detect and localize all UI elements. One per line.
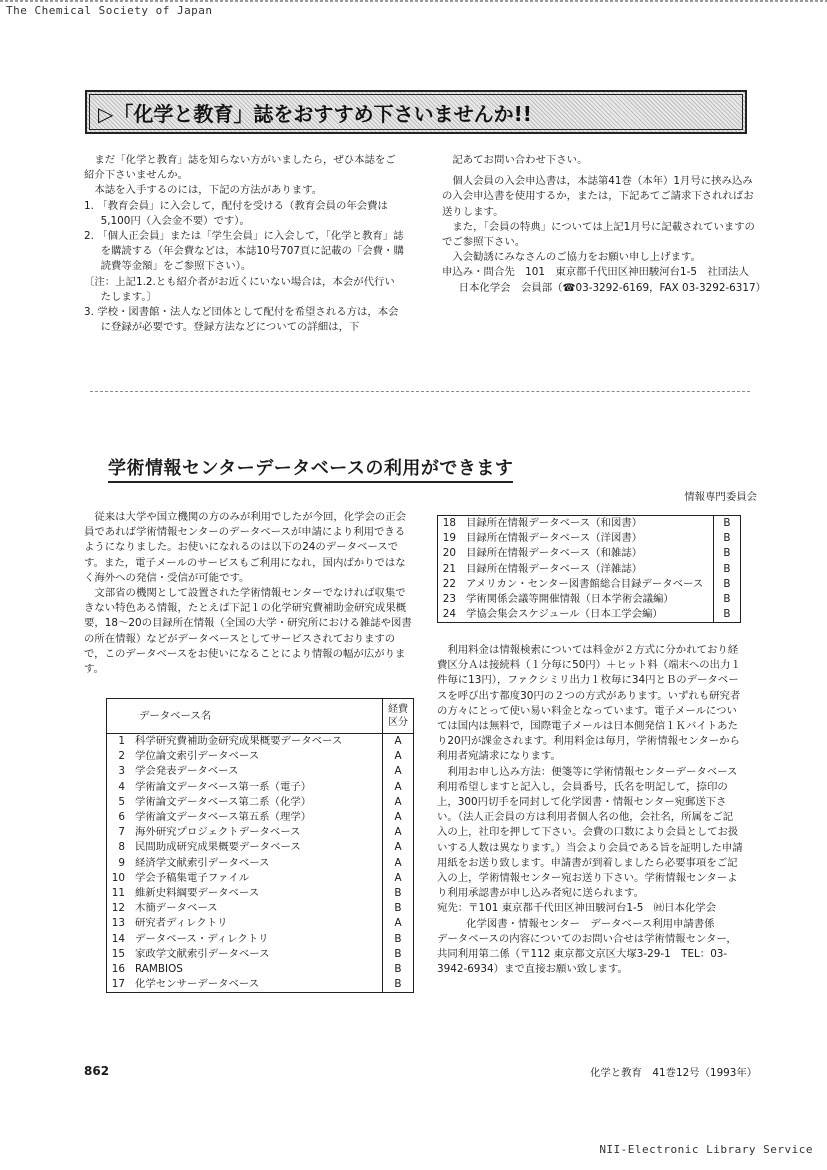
table-header-class: 経費区分	[383, 699, 414, 734]
table-row	[107, 856, 414, 871]
row-number: 6	[118, 811, 125, 824]
cost-class: B	[383, 962, 414, 977]
table-row	[438, 516, 741, 532]
promo-paragraph: まだ「化学と教育」誌を知らない方がいましたら，ぜひ本誌をご紹介下さいませんか。	[84, 154, 396, 182]
database-name: 学術論文データベース第五系（理学）	[135, 811, 312, 824]
cost-class: B	[714, 531, 741, 546]
row-number: 21	[442, 562, 456, 575]
promo-list-item: 3. 学校・図書館・法人など団体として配付を希望される方は，本会に登録が必要です。登録方法などについての詳細は，下	[84, 306, 399, 334]
table-row	[107, 734, 414, 750]
article-paragraph: データベースの内容についてのお問い合せは学術情報センター，共同利用第二係（〒112 東京都文京区大塚3-29-1 TEL：03-3942-6934）まで直接お願い致します。	[437, 932, 737, 976]
row-number: 24	[442, 608, 456, 621]
promo-paragraph: また，「会員の特典」については上記1月号に記載されていますのでご参照下さい。	[442, 220, 755, 249]
database-name: 目録所在情報データベース（洋雑誌）	[466, 562, 643, 575]
address: 宛先：〒101 東京都千代田区神田駿河台1-5 ㈳日本化学会	[437, 902, 717, 915]
database-name: 経済学文献索引データベース	[135, 856, 270, 869]
row-number: 9	[118, 856, 125, 869]
row-number: 14	[111, 932, 125, 945]
database-name: 目録所在情報データベース（和図書）	[466, 517, 643, 529]
database-name: 学術関係会議等開催情報（日本学術会議編）	[466, 593, 674, 606]
cost-class: B	[383, 977, 414, 993]
cost-class: A	[383, 780, 414, 795]
cost-class: B	[714, 546, 741, 561]
table-header-name: データベース名	[107, 699, 383, 734]
table-row	[107, 901, 414, 916]
row-number: 1	[118, 735, 125, 747]
database-name: 学術論文データベース第二系（化学）	[135, 795, 312, 808]
article-paragraph: 従来は大学や国立機関の方のみが利用でしたが今回，化学会の正会員であれば学術情報センターのデータベースが申請により利用できるようになりました。お使いになれるのは以下の24のデータベースです。また，電子メールのサービスもご利用になれ，国内ばかりではなく海外への発信・受信が可能です。	[84, 511, 407, 584]
database-name: 目録所在情報データベース（和雑誌）	[466, 547, 643, 560]
table-row	[107, 749, 414, 764]
table-row	[107, 871, 414, 886]
promo-note: 〔注：上記1.2.とも紹介者がお近くにいない場合は，本会が代行いたします。〕	[84, 275, 395, 303]
cost-class: A	[383, 795, 414, 810]
row-number: 15	[111, 947, 125, 960]
cost-class: B	[714, 516, 741, 532]
cost-class: A	[383, 734, 414, 750]
promo-paragraph: 本誌を入手するのには，下記の方法があります。	[94, 184, 323, 197]
cost-class: B	[383, 886, 414, 901]
database-name: RAMBIOS	[135, 963, 183, 976]
promo-list-item: 2. 「個人正会員」または「学生会員」に入会して，「化学と教育」誌を購読する（年会費などは，本誌10号707頁に記載の「会費・購読費等金額」をご参照下さい）。	[84, 230, 404, 273]
cost-class: A	[383, 810, 414, 825]
row-number: 17	[111, 978, 125, 991]
row-number: 19	[442, 532, 456, 545]
cost-class: A	[383, 871, 414, 886]
source-header: The Chemical Society of Japan	[6, 4, 213, 17]
contact-info: 申込み・問合先 101 東京都千代田区神田駿河台1-5 社団法人 日本化学会 会員部（☎03-3292-6169，FAX 03-3292-6317）	[442, 266, 767, 294]
database-name: 学会予稿集電子ファイル	[135, 871, 250, 884]
row-number: 5	[118, 795, 125, 808]
table-row	[107, 810, 414, 825]
article-paragraph: 利用お申し込み方法：便箋等に学術情報センターデータベース利用希望しますと記入し，会員番号，氏名を明記して，捺印の上，300円切手を同封して化学図書・情報センター宛郵送下さい。（法人正会員の方は利用者個人名の他，会社名，所属をご記入の上，社印を押して下さい。会費の口数により会員としてお扱いする人数は異なります。）当会より会員である旨を証明した申請用紙をお送り致します。申請書が到着しましたら必要事項をご記入の上，学術情報センター宛お送り下さい。学術情報センターより利用承認書が申し込み者宛に送られます。	[437, 765, 743, 900]
article-paragraph: 文部省の機関として設置された学術情報センターでなければ収集できない特色ある情報，たとえば下記１の化学研究費補助金研究成果概要，18〜20の目録所在情報（全国の大学・研究所における雑誌や図書の所在情報）などがデータベースとしてサービスされておりますので，このデータベースをお使いになることにより情報の幅が広がります。	[84, 587, 412, 676]
database-name: 家政学文献索引データベース	[135, 947, 270, 960]
row-number: 7	[118, 826, 125, 839]
promo-paragraph: 入会勧誘にみなさんのご協力をお願い申し上げます。	[452, 251, 701, 264]
article-right-column	[437, 643, 743, 977]
row-number: 20	[442, 547, 456, 560]
table-row	[107, 916, 414, 931]
row-number: 4	[118, 780, 125, 793]
promo-list-item: 1. 「教育会員」に入会して，配付を受ける（教育会員の年会費は5,100円（入会金不要）です）。	[84, 199, 388, 227]
table-row	[438, 562, 741, 577]
section-divider	[90, 391, 750, 392]
row-number: 12	[111, 902, 125, 915]
row-number: 3	[118, 765, 125, 778]
table-row	[438, 546, 741, 561]
table-row	[107, 780, 414, 795]
cost-class: B	[383, 932, 414, 947]
row-number: 16	[111, 963, 125, 976]
table-row	[107, 764, 414, 779]
database-name: 化学センサーデータベース	[135, 978, 260, 991]
journal-citation: 化学と教育 41巻12号（1993年）	[590, 1067, 758, 1079]
database-table-right	[437, 515, 741, 623]
address-dept: 化学図書・情報センター データベース利用申請書係	[466, 917, 715, 930]
cost-class: A	[383, 825, 414, 840]
cost-class: A	[383, 856, 414, 871]
database-name: 学会発表データベース	[135, 765, 239, 778]
table-row	[107, 947, 414, 962]
database-name: 民間助成研究成果概要データベース	[135, 841, 301, 854]
table-row	[107, 840, 414, 855]
table-row	[107, 977, 414, 993]
database-name: 研究者ディレクトリ	[135, 917, 228, 930]
table-row	[438, 607, 741, 623]
database-name: 学位論文索引データベース	[135, 750, 260, 763]
table-row	[107, 795, 414, 810]
promo-paragraph: 個人会員の入会申込書は，本誌第41巻（本年）1月号に挟み込みの入会申込書を使用するか，または，下記あてご請求下されればお送りします。	[442, 175, 754, 218]
table-row	[438, 577, 741, 592]
page-number: 862	[84, 1064, 110, 1078]
cost-class: A	[383, 916, 414, 931]
database-name: 維新史料綱要データベース	[135, 887, 260, 900]
promo-banner	[85, 90, 747, 134]
row-number: 18	[442, 517, 456, 529]
database-name: 学協会集会スケジュール（日本工学会編）	[466, 608, 663, 621]
row-number: 23	[442, 593, 456, 606]
table-row	[438, 531, 741, 546]
table-body	[107, 734, 414, 993]
cost-class: A	[383, 749, 414, 764]
promo-right-column	[442, 153, 767, 296]
database-name: 目録所在情報データベース（洋図書）	[466, 532, 643, 545]
service-footer: NII-Electronic Library Service	[599, 1143, 813, 1156]
database-table-left	[106, 698, 414, 993]
table-row	[438, 592, 741, 607]
row-number: 10	[111, 871, 125, 884]
article-left-column	[84, 510, 414, 677]
row-number: 22	[442, 577, 456, 590]
promo-banner-title: ▷「化学と教育」誌をおすすめ下さいませんか!!	[89, 94, 743, 130]
table-body	[438, 516, 741, 623]
database-name: 学術論文データベース第一系（電子）	[135, 780, 312, 793]
row-number: 13	[111, 917, 125, 930]
cost-class: A	[383, 764, 414, 779]
cost-class: B	[714, 562, 741, 577]
article-author: 情報専門委員会	[684, 491, 757, 503]
article-paragraph: 利用料金は情報検索については料金が２方式に分かれており経費区分Ａは接続料（１分毎に50円）＋ヒット料（端末への出力１件毎に13円），ファクシミリ出力１枚毎に34円とＢのデータベースを呼び出す都度30円の２つの方式があります。いずれも研究者の方々にとって使い易い料金となっています。電子メールについては国内は無料で，国際電子メールは日本側発信１Ｋバイトあたり20円が課金されます。利用料金は毎月，学術情報センターから利用者宛請求になります。	[437, 644, 741, 763]
cost-class: B	[714, 577, 741, 592]
top-border	[0, 0, 827, 2]
database-name: 海外研究プロジェクトデータベース	[135, 826, 301, 839]
table-row	[107, 932, 414, 947]
promo-left-column	[84, 153, 404, 335]
article-title: 学術情報センターデータベースの利用ができます	[108, 454, 513, 483]
promo-paragraph: 記あてお問い合わせ下さい。	[452, 154, 588, 166]
table-row	[107, 825, 414, 840]
cost-class: A	[383, 840, 414, 855]
cost-class: B	[714, 592, 741, 607]
database-name: 木簡データベース	[135, 902, 218, 915]
cost-class: B	[714, 607, 741, 623]
database-name: アメリカン・センター図書館総合目録データベース	[466, 577, 704, 590]
cost-class: B	[383, 947, 414, 962]
row-number: 11	[111, 887, 125, 900]
row-number: 8	[118, 841, 125, 854]
row-number: 2	[118, 750, 125, 763]
database-name: データベース・ディレクトリ	[135, 932, 269, 945]
table-row	[107, 886, 414, 901]
cost-class: B	[383, 901, 414, 916]
table-row	[107, 962, 414, 977]
database-name: 科学研究費補助金研究成果概要データベース	[135, 735, 343, 747]
